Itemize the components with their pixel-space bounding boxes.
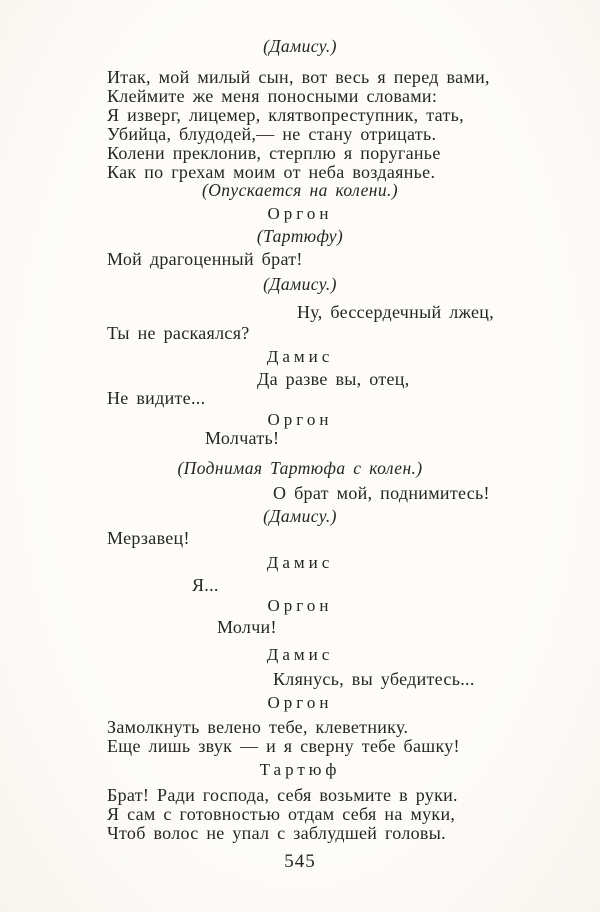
verse-line: Ты не раскаялся?: [107, 323, 250, 343]
verse-line: Мой драгоценный брат!: [107, 249, 303, 269]
character-name: Тартюф: [259, 760, 341, 779]
page-number: 545: [284, 851, 316, 872]
stage-direction: (Опускается на колени.): [201, 180, 398, 200]
verse-line: Чтоб волос не упал с заблудшей головы.: [107, 823, 446, 843]
stage-direction: (Дамису.): [263, 274, 337, 294]
stage-direction: (Дамису.): [263, 36, 337, 56]
verse-line: Убийца, блудодей,— не стану отрицать.: [107, 124, 437, 144]
verse-line: Брат! Ради господа, себя возьмите в руки.: [107, 785, 458, 805]
verse-line: Мерзавец!: [107, 528, 190, 548]
verse-line: Еще лишь звук — и я сверну тебе башку!: [107, 736, 460, 756]
verse-line: Итак, мой милый сын, вот весь я перед вами,: [107, 67, 490, 87]
verse-line: Да разве вы, отец,: [257, 369, 410, 389]
character-name: Дамис: [266, 645, 334, 664]
character-name: Оргон: [267, 693, 333, 712]
character-name: Оргон: [267, 596, 333, 615]
verse-line: Я изверг, лицемер, клятвопреступник, тать,: [107, 105, 464, 125]
verse-line: Замолкнуть велено тебе, клеветнику.: [107, 717, 409, 737]
verse-line: Я сам с готовностью отдам себя на муки,: [107, 804, 456, 824]
verse-line: Клеймите же меня поносными словами:: [107, 86, 438, 106]
stage-direction: (Дамису.): [263, 506, 337, 526]
verse-line: Ну, бессердечный лжец,: [297, 302, 495, 322]
verse-line: Не видите...: [107, 388, 206, 408]
stage-direction: (Поднимая Тартюфа с колен.): [177, 458, 423, 478]
verse-line: О брат мой, поднимитесь!: [273, 483, 490, 503]
character-name: Дамис: [266, 347, 334, 366]
verse-line: Как по грехам моим от неба воздаянье.: [107, 162, 436, 182]
verse-line: Молчи!: [217, 617, 277, 637]
character-name: Оргон: [267, 410, 333, 429]
verse-line: Клянусь, вы убедитесь...: [273, 669, 475, 689]
character-name: Оргон: [267, 204, 333, 223]
character-name: Дамис: [266, 553, 334, 572]
verse-line: Я...: [192, 575, 219, 595]
stage-direction: (Тартюфу): [256, 226, 344, 246]
verse-line: Колени преклонив, стерплю я поруганье: [107, 143, 441, 163]
verse-line: Молчать!: [205, 428, 280, 448]
